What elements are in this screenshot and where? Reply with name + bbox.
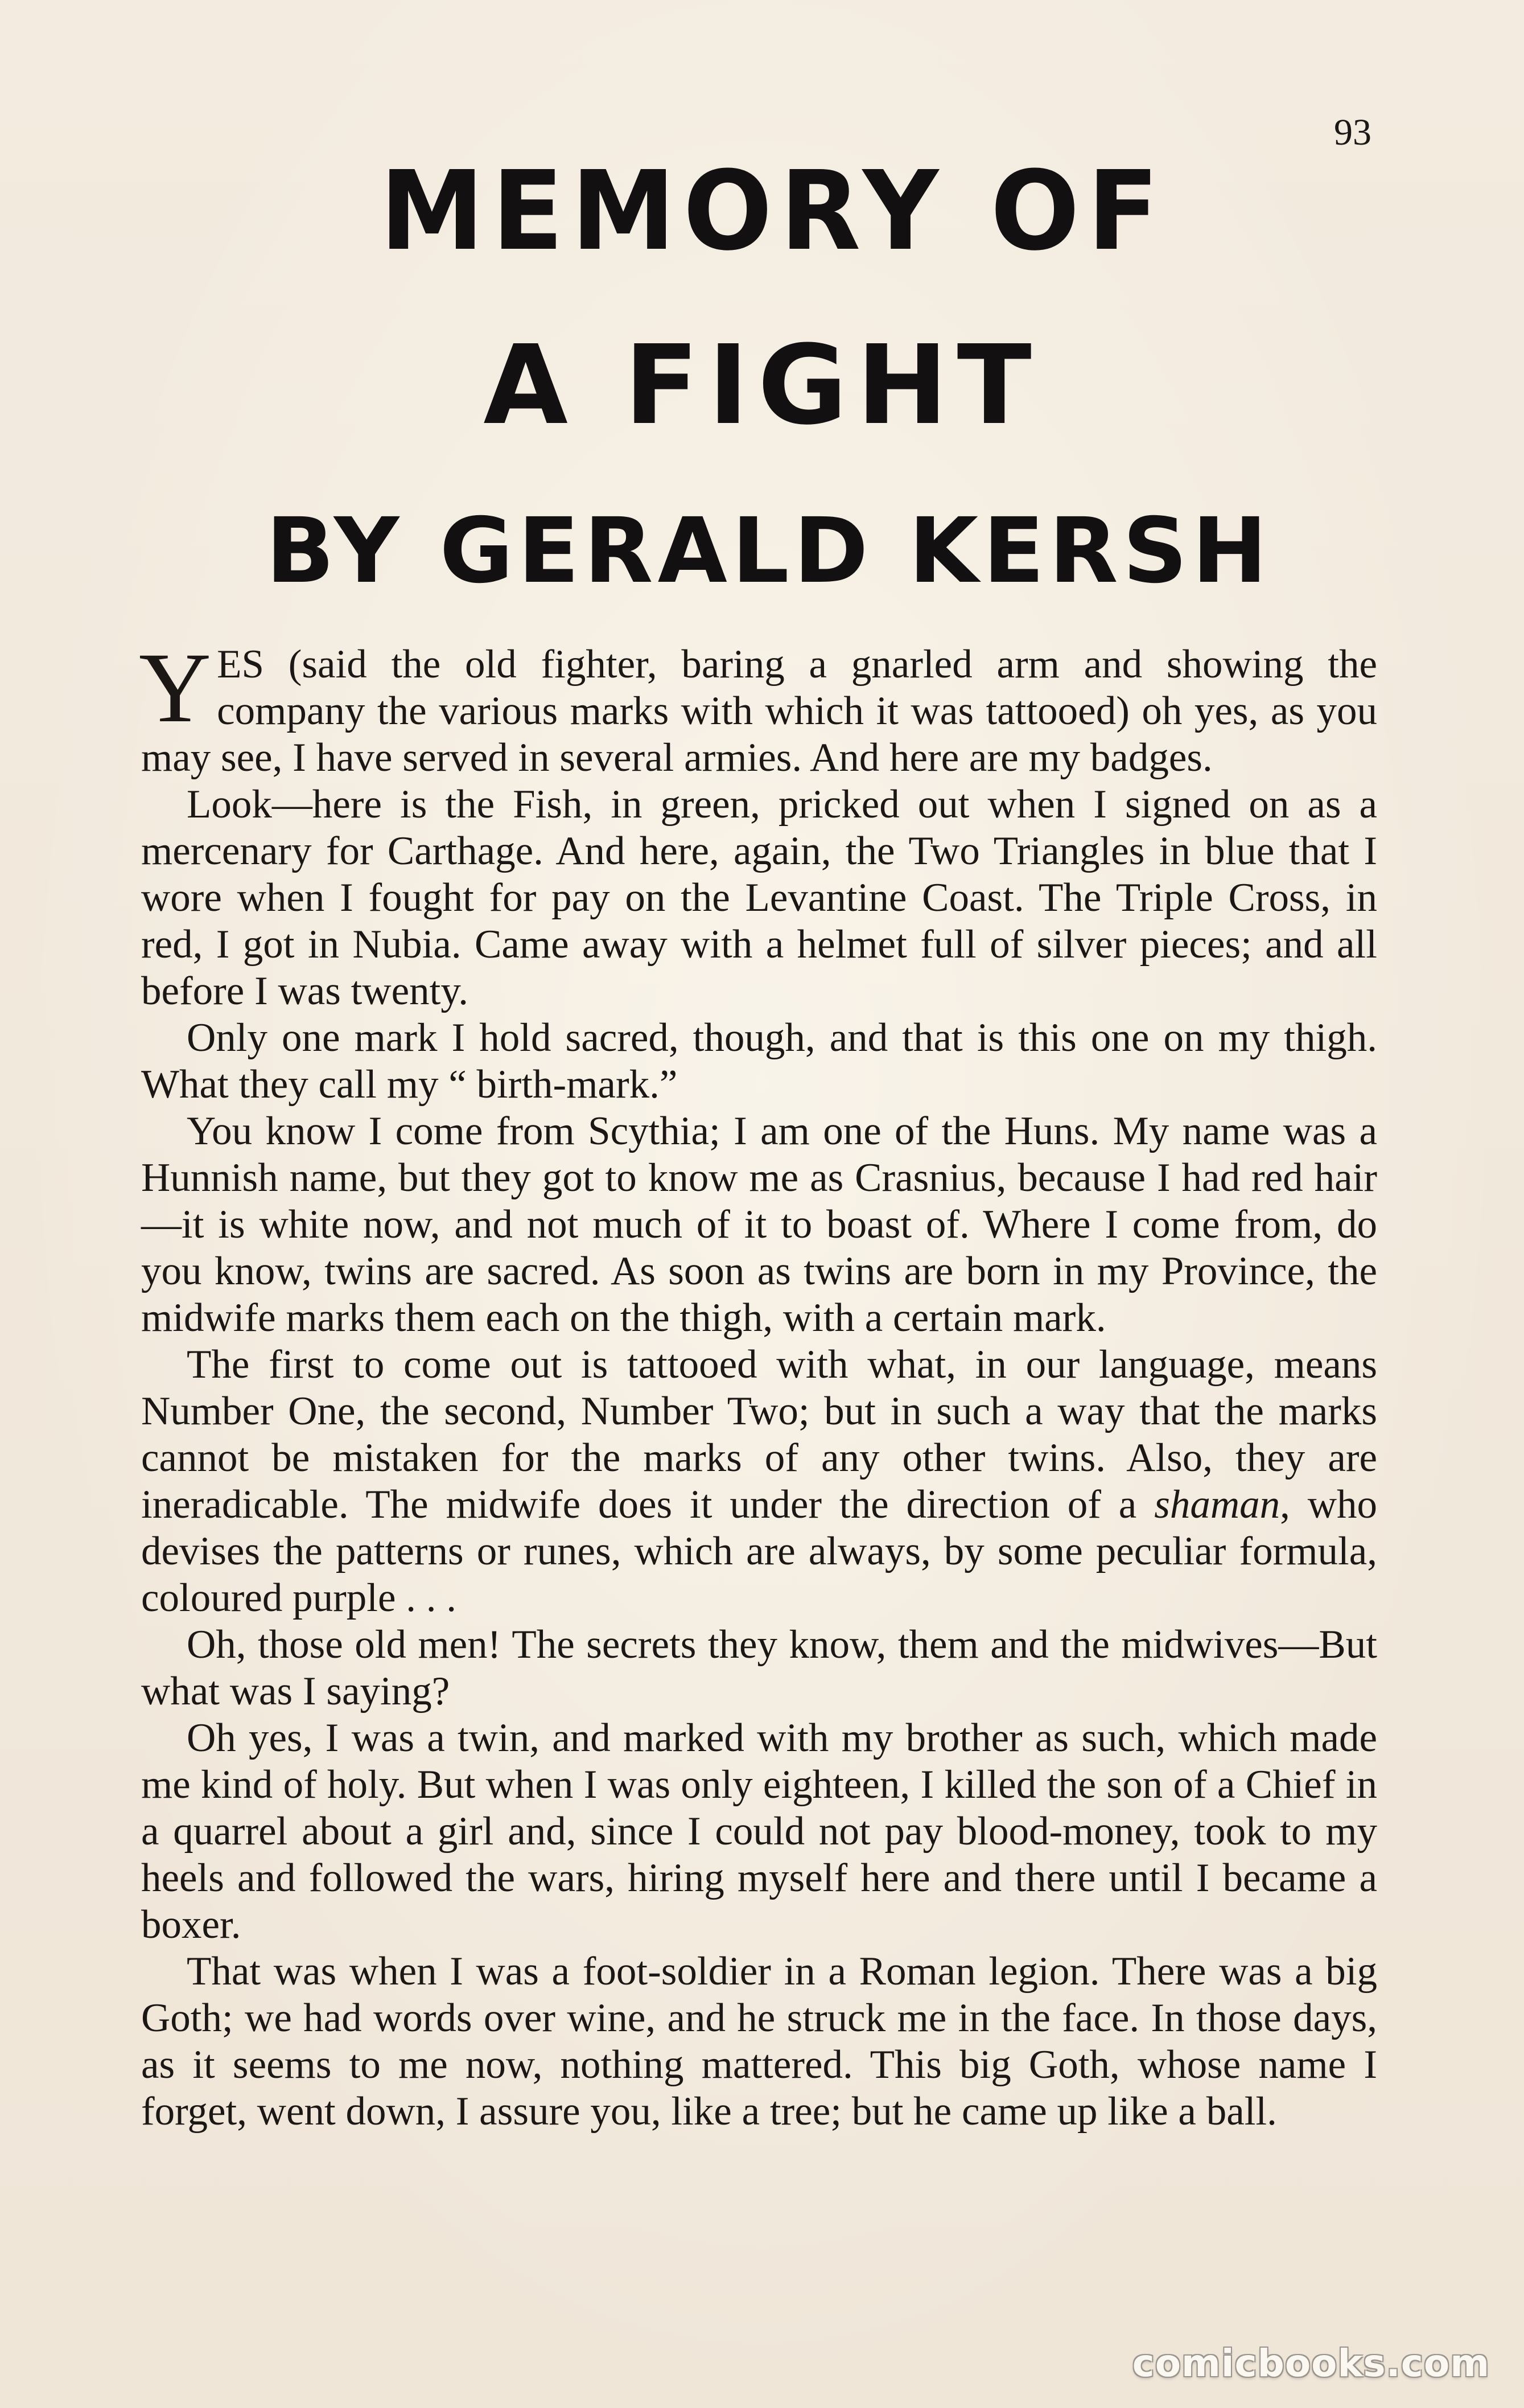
paragraph-7: Oh yes, I was a twin, and marked with my brother as such, which made me kind of holy. But when I was only eighteen, I killed the son of a Chief in a quarrel about a girl and, since I could not pay blood-money, took to my heels and followed the wars, hiring myself here and there until I became a boxer.: [141, 1716, 1377, 1947]
watermark: comicbooks.com: [1132, 2341, 1490, 2385]
story-byline: BY GERALD KERSH: [266, 499, 1272, 603]
paragraph-5-text-a: The first to come out is tattooed with what, in our language, means Number One, the second, Number Two; but in such a way that the marks cannot be mistaken for the marks of any other twins. Also, they are ineradicable. The midwife does it under the direction of a: [141, 1342, 1377, 1527]
paragraph-6: Oh, those old men! The secrets they know, them and the midwives—But what was I saying?: [141, 1622, 1377, 1713]
paragraph-1-text: ES (said the old fighter, baring a gnarled arm and showing the company the various marks with which it was tattooed) oh yes, as you may see, I have served in several armies. And here are my badges.: [141, 642, 1377, 780]
paragraph-4: You know I come from Scythia; I am one of the Huns. My name was a Hunnish name, but they got to know me as Crasnius, because I had red hair—it is white now, and not much of it to boast of. Where I come from, do you know, twins are sacred. As soon as twins are born in my Province, the midwife marks them each on the thigh, with a certain mark.: [141, 1109, 1377, 1340]
story-body: [139, 632, 1378, 2135]
paragraph-3: Only one mark I hold sacred, though, and that is this one on my thigh. What they call my “ birth-mark.”: [141, 1016, 1377, 1107]
paragraph-1: [139, 632, 1377, 781]
paragraph-8: That was when I was a foot-soldier in a Roman legion. There was a big Goth; we had words over wine, and he struck me in the face. In those days, as it seems to me now, nothing mattered. This big Goth, whose name I forget, went down, I assure you, like a tree; but he came up like a ball.: [141, 1949, 1377, 2134]
paragraph-2: Look—here is the Fish, in green, pricked out when I signed on as a mercenary for Carthage. And here, again, the Two Triangles in blue that I wore when I fought for pay on the Levantine Coast. The Triple Cross, in red, I got in Nubia. Came away with a helmet full of silver pieces; and all before I was twenty.: [141, 782, 1377, 1013]
paragraph-5-text-b: , who devises the patterns or runes, which are always, by some peculiar formula, coloured purple . . .: [141, 1482, 1378, 1620]
paragraph-5-italic: shaman: [1154, 1482, 1280, 1527]
paragraph-5: [141, 1341, 1377, 1621]
drop-cap: Y: [139, 632, 212, 743]
story-title-line-2: A FIGHT: [483, 322, 1041, 449]
story-title-line-1: MEMORY OF: [380, 148, 1167, 275]
page-number: 93: [1334, 112, 1371, 153]
